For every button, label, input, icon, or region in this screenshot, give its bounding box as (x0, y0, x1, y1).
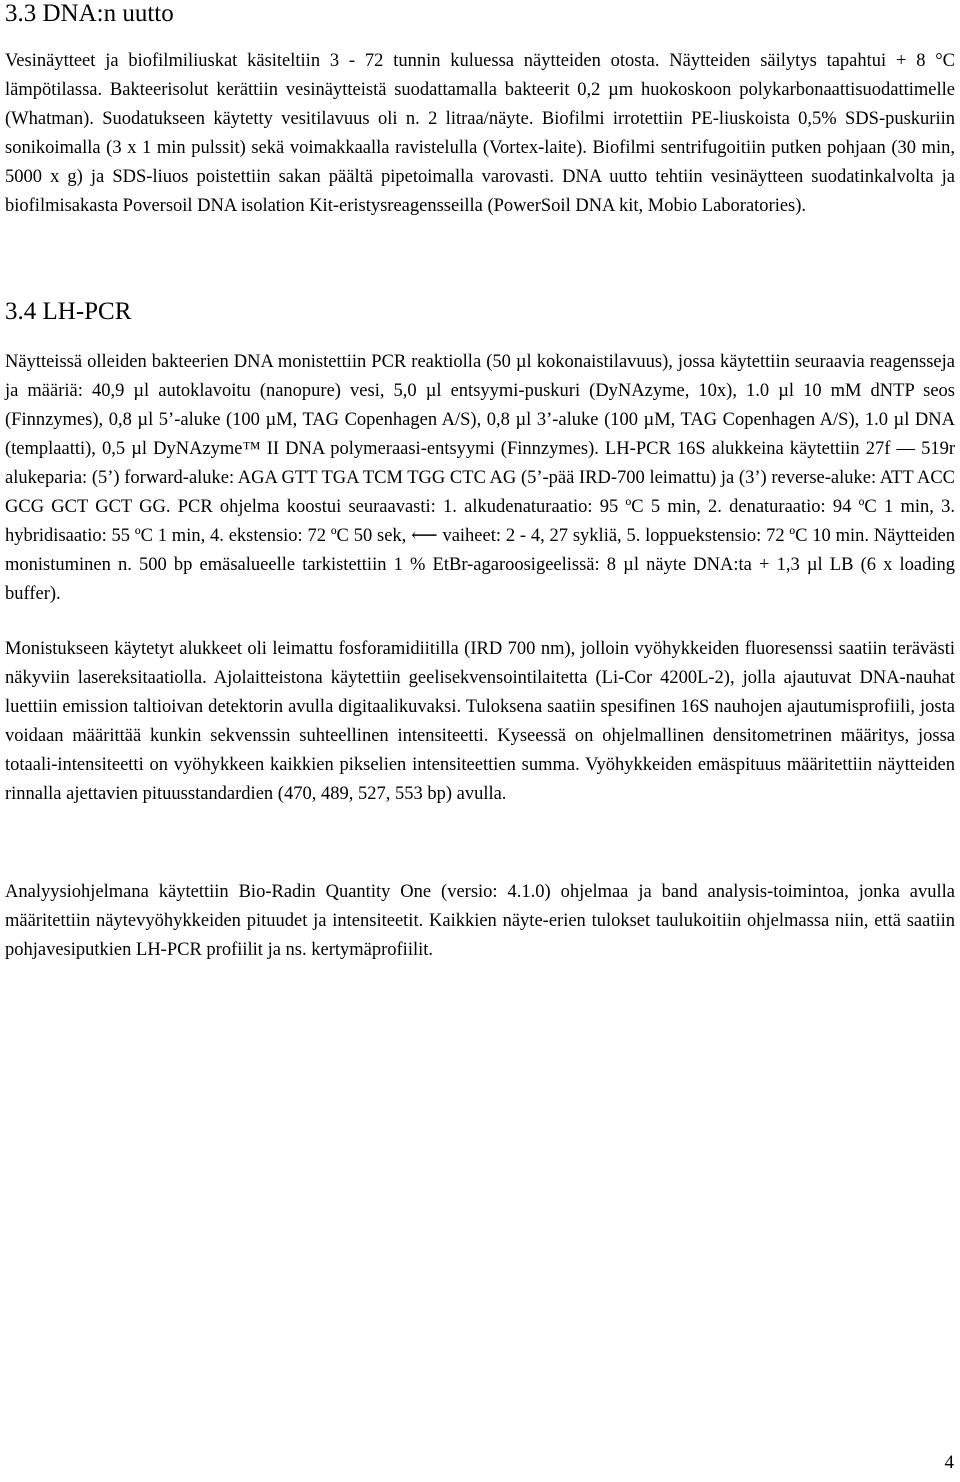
paragraph-gel-sequencing: Monistukseen käytetyt alukkeet oli leimattu fosforamidiitilla (IRD 700 nm), jolloin vyöhykkeiden fluoresenssi saatiin terävästi näkyviin lasereksitaatiolla. Ajolaitteistona käytettiin geelisekvensointilaitetta (Li-Cor 4200L-2), jolla ajautuvat DNA-nauhat luettiin emission taltioivan detektorin avulla digitaalikuvaksi. Tuloksena saatiin spesifinen 16S nauhojen ajautumisprofiili, josta voidaan määrittää kunkin sekvenssin suhteellinen intensiteetti. Kyseessä on ohjelmallinen densitometrinen määritys, jossa totaali-intensiteetti on vyöhykkeen kaikkien pikselien intensiteettien summa. Vyöhykkeiden emäspituus määritettiin näytteiden rinnalla ajettavien pituusstandardien (470, 489, 527, 553 bp) avulla. (5, 639, 955, 804)
section-heading-lh-pcr: 3.4 LH-PCR (5, 298, 132, 325)
paragraph-pcr-protocol: Näytteissä olleiden bakteerien DNA monistettiin PCR reaktiolla (50 µl kokonaistilavuus), jossa käytettiin seuraavia reagensseja ja määriä: 40,9 µl autoklavoitu (nanopure) vesi, 5,0 µl entsyymi-puskuri (DyNAzyme, 10x), 1.0 µl 10 mM dNTP seos (Finnzymes), 0,8 µl 5’-aluke (100 µM, TAG Copenhagen A/S), 0,8 µl 3’-aluke (100 µM, TAG Copenhagen A/S), 1.0 µl DNA (templaatti), 0,5 µl DyNAzyme™ II DNA polymeraasi-entsyymi (Finnzymes). LH-PCR 16S alukkeina käytettiin 27f — 519r alukeparia: (5’) forward-aluke: AGA GTT TGA TCM TGG CTC AG (5’-pää IRD-700 leimattu) ja (3’) reverse-aluke: ATT ACC GCG GCT GCT GG. PCR ohjelma koostui seuraavasti: 1. alkudenaturaatio: 95 ºC 5 min, 2. denaturaatio: 94 ºC 1 min, 3. hybridisaatio: 55 ºC 1 min, 4. ekstensio: 72 ºC 50 sek, ⟵ vaiheet: 2 - 4, 27 sykliä, 5. loppuekstensio: 72 ºC 10 min. Näytteiden monistuminen n. 500 bp emäsalueelle tarkistettiin 1 % EtBr-agaroosigeelissä: 8 µl näyte DNA:ta + 1,3 µl LB (6 x loading buffer). (5, 352, 955, 604)
page-number: 4 (944, 1452, 954, 1473)
paragraph-dna-extraction: Vesinäytteet ja biofilmiliuskat käsiteltiin 3 - 72 tunnin kuluessa näytteiden otosta. Näytteiden säilytys tapahtui + 8 °C lämpötilassa. Bakteerisolut kerättiin vesinäytteistä suodattamalla bakteerit 0,2 µm huokoskoon polykarbonaattisuodattimelle (Whatman). Suodatukseen käytetty vesitilavuus oli n. 2 litraa/näyte. Biofilmi irrotettiin PE-liuskoista 0,5% SDS-puskuriin sonikoimalla (3 x 1 min pulssit) sekä voimakkaalla ravistelulla (Vortex-laite). Biofilmi sentrifugoitiin putken pohjaan (30 min, 5000 x g) ja SDS-liuos poistettiin sakan päältä pipetoimalla varovasti. DNA uutto tehtiin vesinäytteen suodatinkalvolta ja biofilmisakasta Poversoil DNA isolation Kit-eristysreagensseilla (PowerSoil DNA kit, Mobio Laboratories). (5, 51, 955, 216)
section-heading-dna-extraction: 3.3 DNA:n uutto (5, 0, 174, 27)
paragraph-analysis-software: Analyysiohjelmana käytettiin Bio-Radin Quantity One (versio: 4.1.0) ohjelmaa ja band analysis-toimintoa, jonka avulla määritettiin näytevyöhykkeiden pituudet ja intensiteetit. Kaikkien näyte-erien tulokset taulukoitiin ohjelmassa niin, että saatiin pohjavesiputkien LH-PCR profiilit ja ns. kertymäprofiilit. (5, 882, 955, 960)
